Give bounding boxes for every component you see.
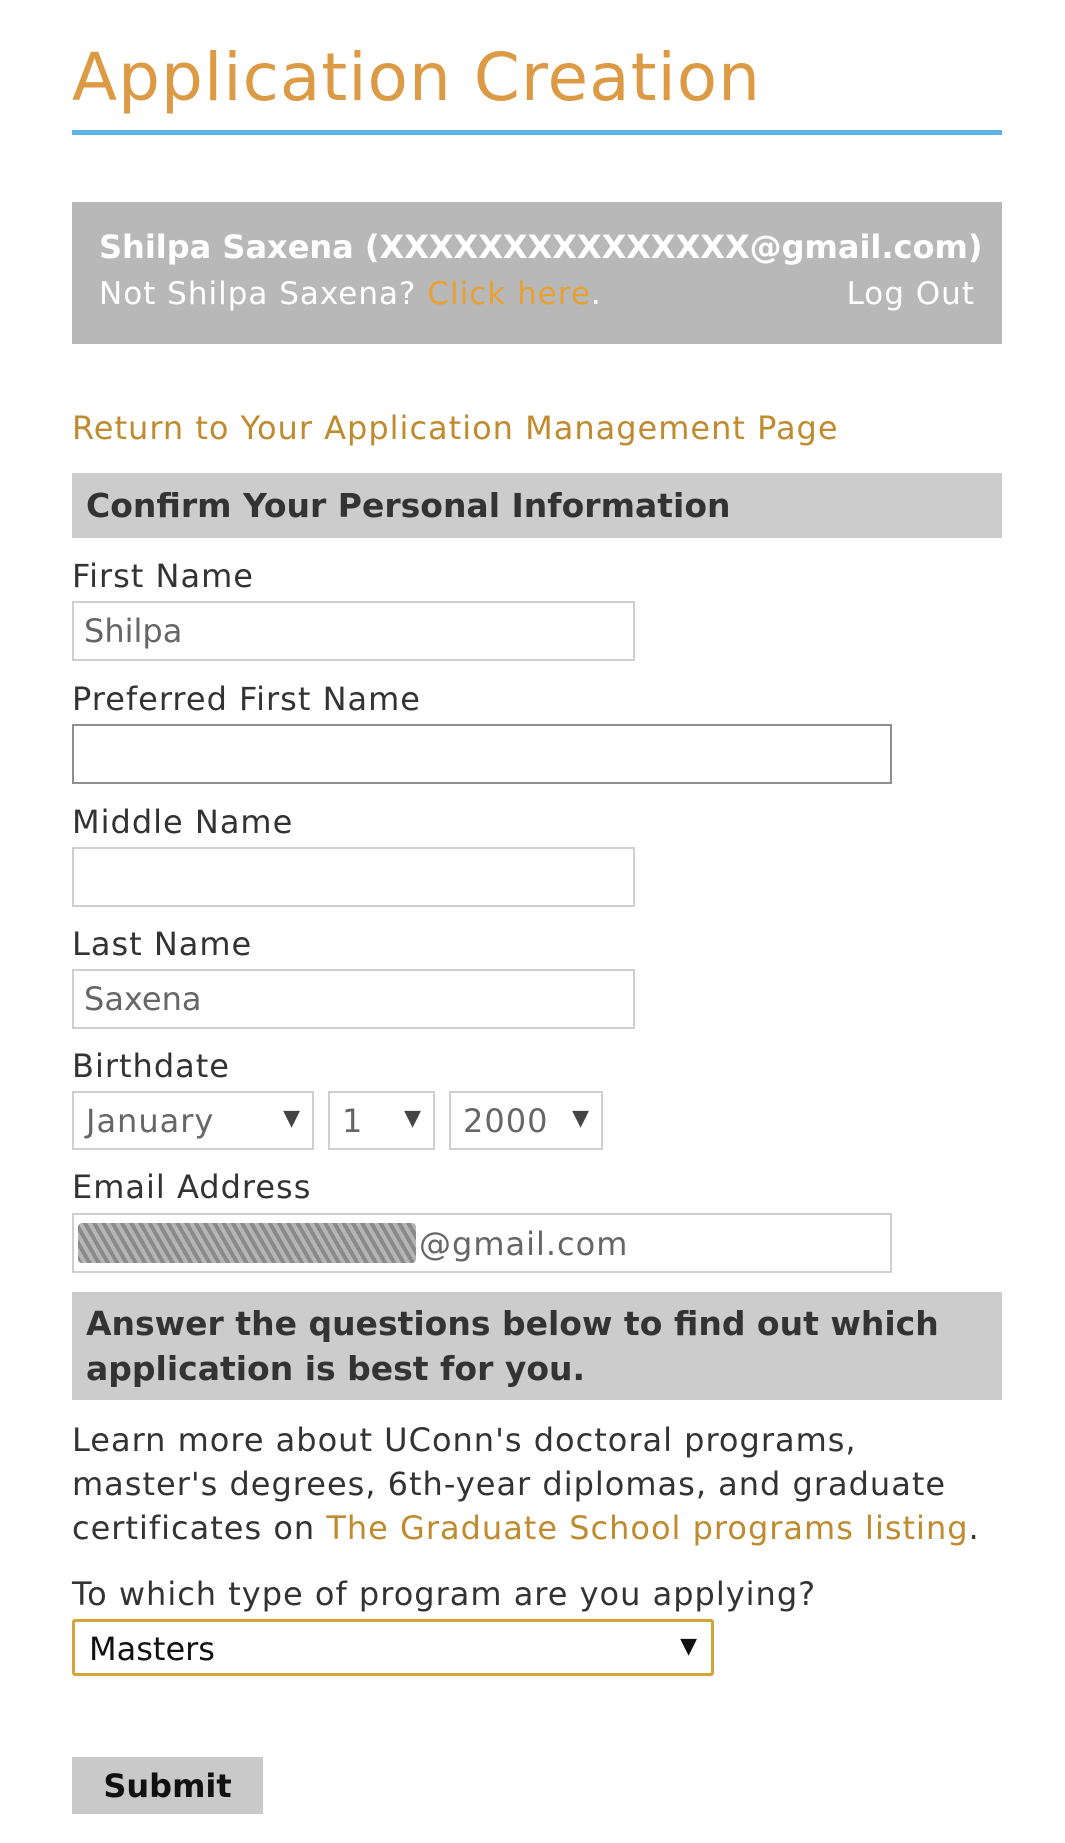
birth-day-value: 1 [342, 1102, 364, 1140]
preferred-first-name-input[interactable] [72, 724, 892, 784]
birth-month-select[interactable] [72, 1091, 314, 1150]
first-name-input[interactable] [72, 601, 635, 661]
title-divider [72, 130, 1002, 135]
caret-down-icon: ▼ [680, 1634, 697, 1659]
email-field[interactable] [72, 1213, 892, 1273]
birth-year-value: 2000 [463, 1102, 549, 1140]
program-type-select[interactable] [72, 1619, 714, 1676]
caret-down-icon: ▼ [283, 1106, 300, 1131]
birth-day-select[interactable] [328, 1091, 435, 1150]
birth-year-select[interactable] [449, 1091, 603, 1150]
last-name-input[interactable] [72, 969, 635, 1029]
logout-link[interactable]: Log Out [846, 276, 975, 312]
first-name-label: First Name [72, 557, 254, 595]
submit-button[interactable]: Submit [72, 1757, 263, 1814]
programs-intro-end: . [968, 1509, 980, 1547]
birth-month-value: January [86, 1102, 215, 1140]
caret-down-icon: ▼ [404, 1106, 421, 1131]
questions-heading: Answer the questions below to find out which application is best for you. [72, 1292, 1002, 1400]
email-label: Email Address [72, 1168, 312, 1206]
click-here-link[interactable]: Click here [427, 276, 591, 312]
last-name-label: Last Name [72, 925, 253, 963]
personal-info-heading: Confirm Your Personal Information [72, 473, 1002, 538]
birthdate-label: Birthdate [72, 1047, 230, 1085]
not-user-text: Not Shilpa Saxena? [99, 276, 428, 312]
page-title: Application Creation [72, 39, 761, 116]
middle-name-label: Middle Name [72, 803, 294, 841]
user-identity: Shilpa Saxena (XXXXXXXXXXXXXXX@gmail.com) [99, 228, 983, 266]
not-user-period: . [590, 276, 602, 312]
programs-listing-link[interactable]: The Graduate School programs listing [326, 1509, 969, 1547]
email-domain: @gmail.com [419, 1225, 629, 1263]
return-to-management-link[interactable]: Return to Your Application Management Page [72, 409, 839, 447]
programs-intro-text: Learn more about UConn's doctoral programs, master's degrees, 6th-year diplomas, and graduate certificates on [72, 1421, 947, 1547]
email-redaction-mask [78, 1223, 416, 1263]
middle-name-input[interactable] [72, 847, 635, 907]
user-info-bar [72, 202, 1002, 344]
caret-down-icon: ▼ [572, 1106, 589, 1131]
program-type-label: To which type of program are you applying? [72, 1575, 817, 1613]
preferred-first-name-label: Preferred First Name [72, 680, 421, 718]
programs-intro [72, 1418, 1012, 1550]
not-user-line [99, 276, 602, 312]
program-type-value: Masters [89, 1630, 215, 1668]
